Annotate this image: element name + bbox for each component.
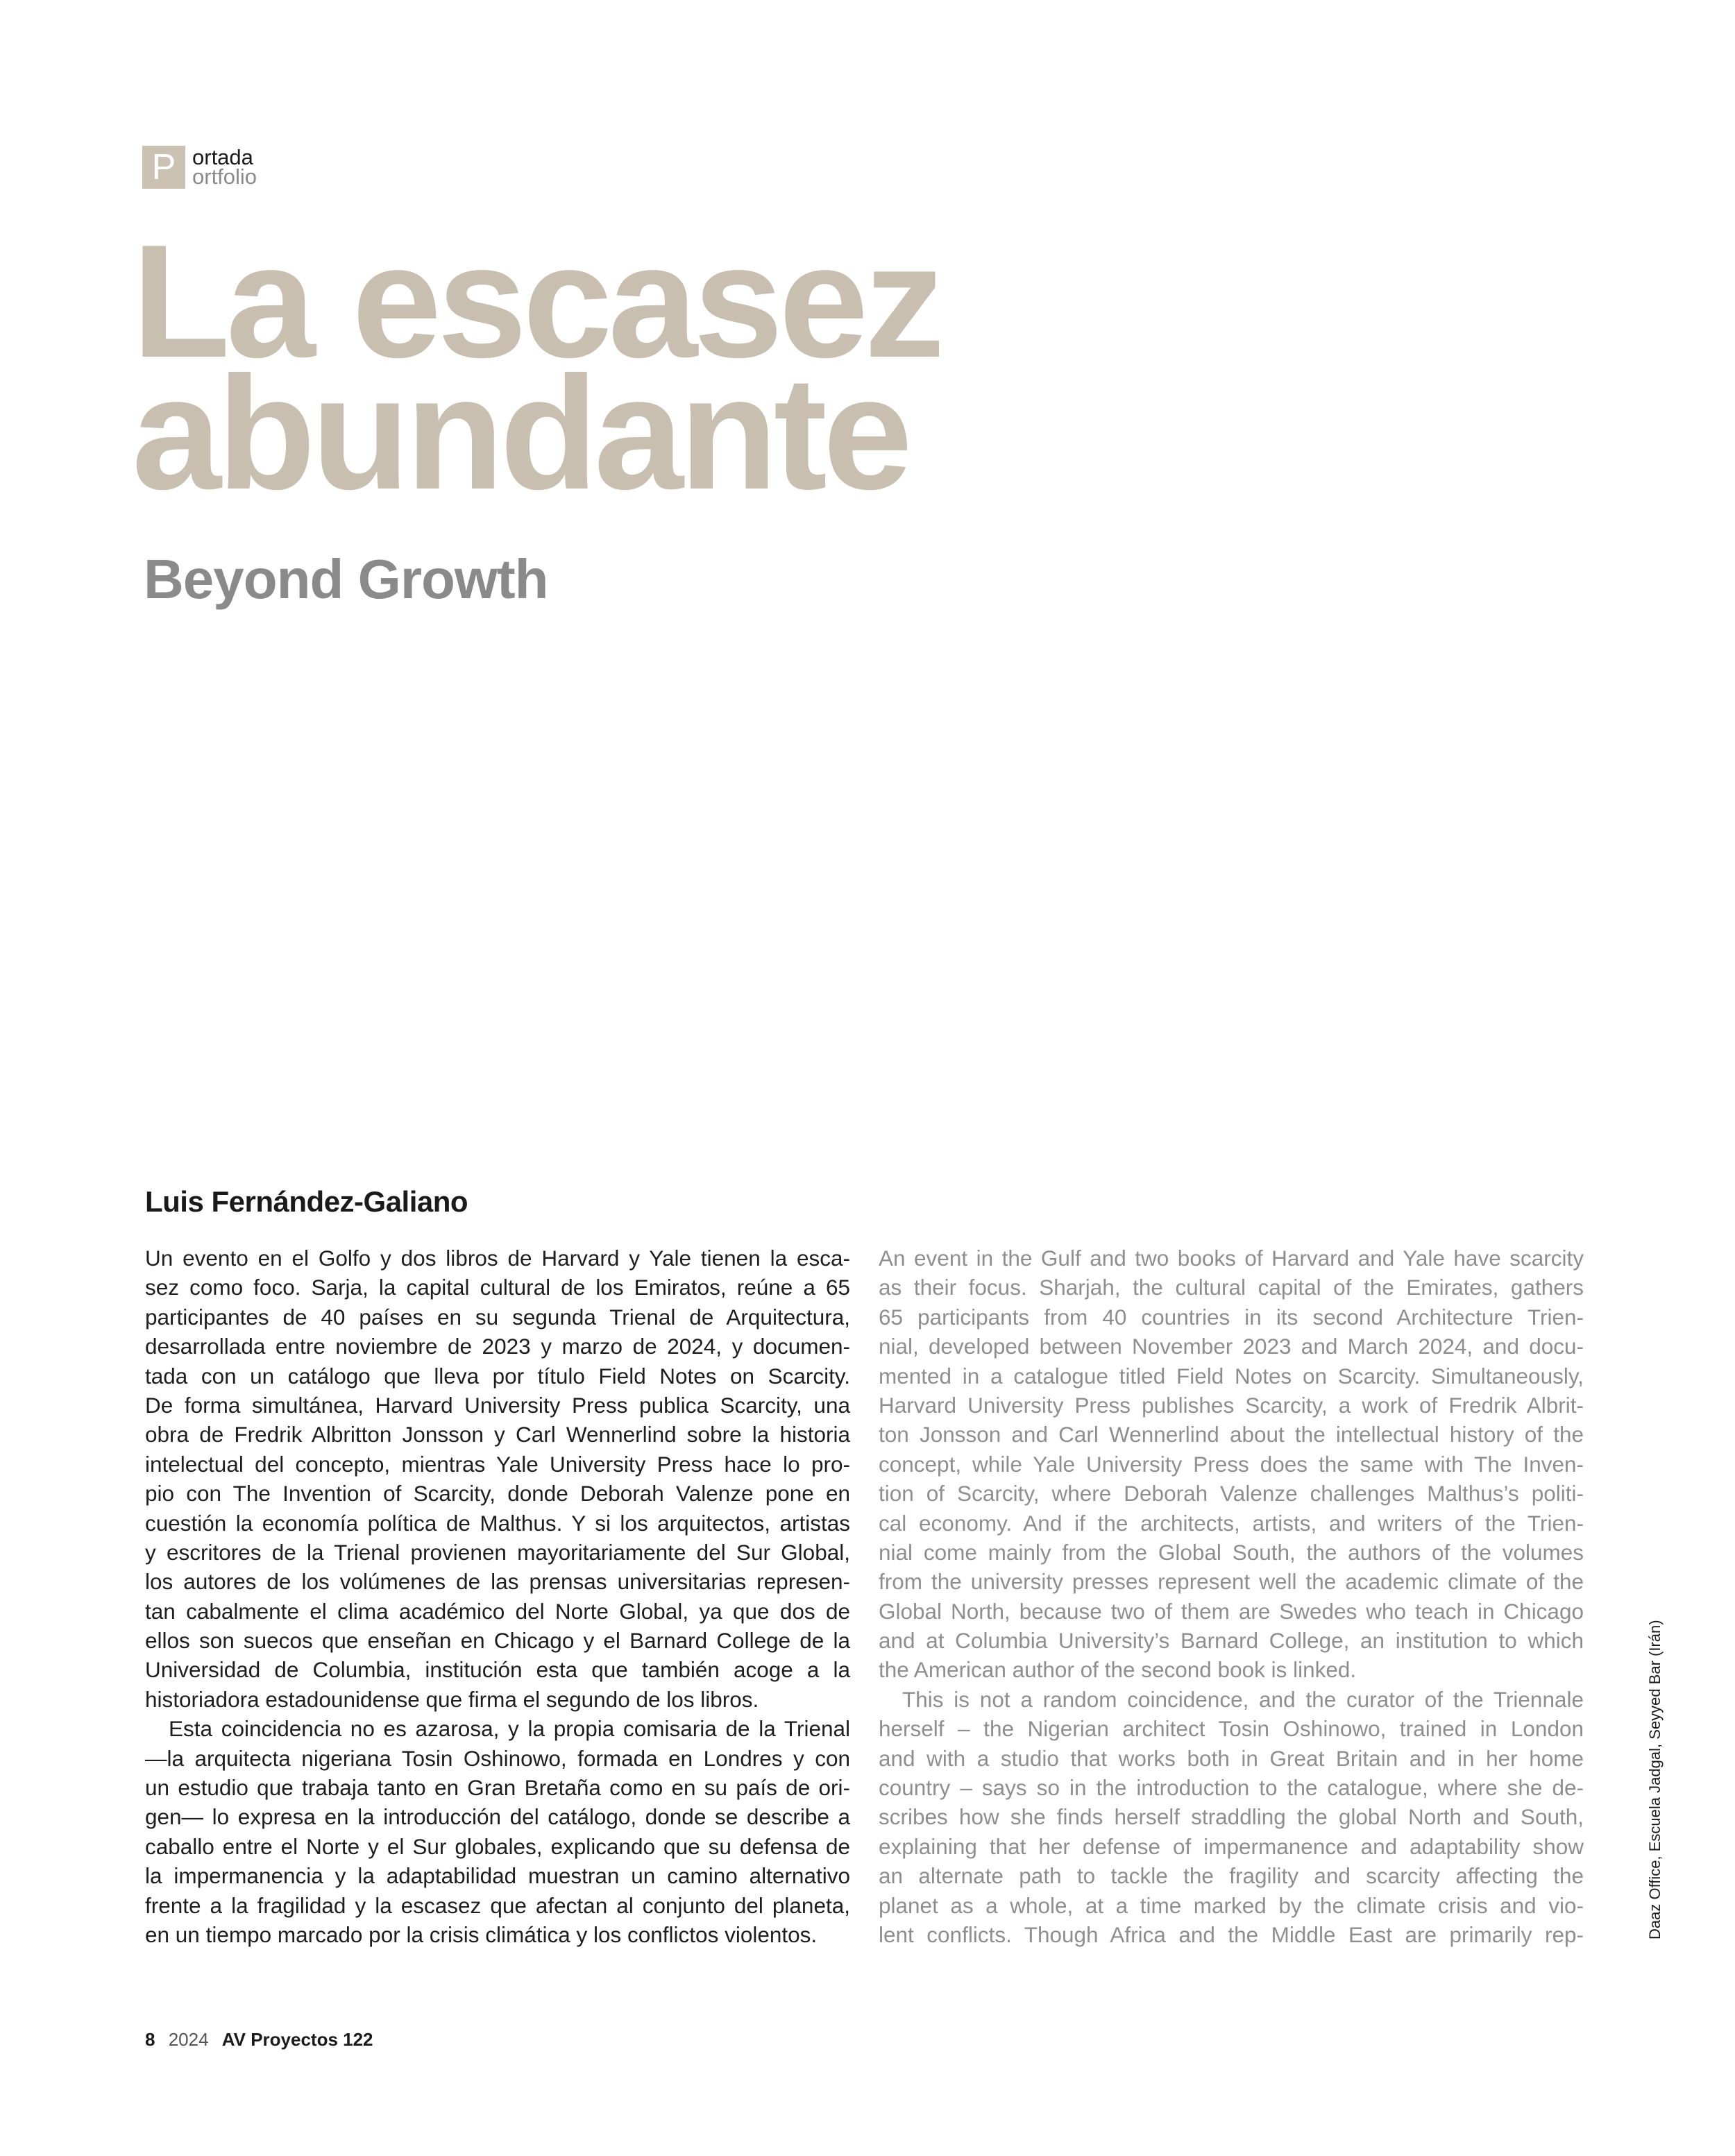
english-column	[879, 1243, 1584, 1949]
spanish-column	[145, 1243, 850, 1949]
text-line: tan cabalmente el clima académico del Norte Global, ya que dos de	[145, 1598, 850, 1624]
text-line: cuestión la economía política de Malthus. Y si los arquitectos, artistas	[145, 1510, 850, 1536]
text-line: nial, developed between November 2023 and March 2024, and docu-	[879, 1334, 1584, 1359]
text-line: frente a la fragilidad y la escasez que afectan al conjunto del planeta,	[145, 1892, 850, 1918]
text-line: nial come mainly from the Global South, the authors of the volumes	[879, 1539, 1584, 1565]
text-line: gen— lo expresa en la introducción del catálogo, donde se describe a	[145, 1804, 850, 1830]
text-line: Global North, because two of them are Swedes who teach in Chicago	[879, 1598, 1584, 1624]
text-line: planet as a whole, at a time marked by the climate crisis and vio-	[879, 1892, 1584, 1918]
text-line: Un evento en el Golfo y dos libros de Harvard y Yale tienen la esca-	[145, 1246, 850, 1271]
text-line: and at Columbia University’s Barnard College, an institution to which	[879, 1628, 1584, 1654]
text-line: Universidad de Columbia, institución esta que también acoge a la	[145, 1657, 850, 1683]
text-line: participantes de 40 países en su segunda Trienal de Arquitectura,	[145, 1304, 850, 1330]
text-line: explaining that her defense of impermanence and adaptability show	[879, 1833, 1584, 1859]
text-line: la impermanencia y la adaptabilidad muestran un camino alternativo	[145, 1863, 850, 1889]
text-line: This is not a random coincidence, and the curator of the Triennale	[902, 1686, 1584, 1712]
text-line: mented in a catalogue titled Field Notes on Scarcity. Simultaneously,	[879, 1363, 1584, 1389]
page-number: 8	[145, 2029, 155, 2050]
section-label-portada: ortada	[192, 145, 253, 169]
magazine-name: AV Proyectos 122	[221, 2029, 373, 2050]
text-line: as their focus. Sharjah, the cultural capital of the Emirates, gathers	[879, 1275, 1584, 1300]
page-title	[132, 212, 941, 523]
text-line: lent conflicts. Though Africa and the Middle East are primarily rep-	[879, 1921, 1584, 1947]
title-line-2: abundante	[132, 343, 908, 523]
text-line: tada con un catálogo que lleva por título Field Notes on Scarcity.	[145, 1363, 850, 1389]
photo-credit: Daaz Office, Escuela Jadgal, Seyyed Bar (Irán)	[1646, 1620, 1664, 1939]
text-line: en un tiempo marcado por la crisis climática y los conflictos violentos.	[145, 1921, 818, 1947]
text-line: from the university presses represent well the academic climate of the	[879, 1569, 1584, 1595]
text-line: un estudio que trabaja tanto en Gran Bretaña como en su país de ori-	[145, 1775, 850, 1801]
text-line: pio con The Invention of Scarcity, donde Deborah Valenze pone en	[145, 1481, 850, 1506]
text-line: De forma simultánea, Harvard University Press publica Scarcity, una	[145, 1392, 850, 1418]
text-line: an alternate path to tackle the fragility and scarcity affecting the	[879, 1863, 1584, 1889]
text-line: Harvard University Press publishes Scarcity, a work of Fredrik Albrit-	[879, 1392, 1584, 1418]
text-line: and with a studio that works both in Great Britain and in her home	[879, 1745, 1584, 1771]
text-line: obra de Fredrik Albritton Jonsson y Carl Wennerlind sobre la historia	[145, 1422, 850, 1448]
text-line: caballo entre el Norte y el Sur globales, explicando que su defensa de	[145, 1833, 850, 1859]
text-line: ton Jonsson and Carl Wennerlind about the intellectual history of the	[879, 1422, 1584, 1448]
text-line: An event in the Gulf and two books of Harvard and Yale have scarcity	[879, 1246, 1584, 1271]
text-line: tion of Scarcity, where Deborah Valenze challenges Malthus’s politi-	[879, 1481, 1584, 1506]
author-name: Luis Fernández-Galiano	[145, 1185, 468, 1218]
text-line: —la arquitecta nigeriana Tosin Oshinowo, formada en Londres y con	[145, 1745, 850, 1771]
text-line: y escritores de la Trienal provienen mayoritariamente del Sur Global,	[145, 1539, 850, 1565]
text-line: Esta coincidencia no es azarosa, y la propia comisaria de la Trienal	[169, 1716, 850, 1742]
text-line: herself – the Nigerian architect Tosin Oshinowo, trained in London	[879, 1716, 1584, 1742]
text-line: historiadora estadounidense que firma el segundo de los libros.	[145, 1686, 759, 1712]
section-logo	[142, 146, 257, 189]
text-line: intelectual del concepto, mientras Yale University Press hace lo pro-	[145, 1451, 850, 1477]
text-line: scribes how she finds herself straddling the global North and South,	[879, 1804, 1584, 1830]
text-line: los autores de los volúmenes de las prensas universitarias represen-	[145, 1569, 850, 1595]
text-line: sez como foco. Sarja, la capital cultural de los Emiratos, reúne a 65	[145, 1275, 850, 1300]
page-subtitle: Beyond Growth	[144, 548, 548, 610]
text-line: the American author of the second book is linked.	[879, 1657, 1357, 1683]
title-line-1: La escasez	[132, 212, 941, 391]
section-initial: P	[142, 146, 185, 189]
text-line: cal economy. And if the architects, artists, and writers of the Trien-	[879, 1510, 1584, 1536]
text-line: 65 participants from 40 countries in its second Architecture Trien-	[879, 1304, 1584, 1330]
text-line: desarrollada entre noviembre de 2023 y marzo de 2024, y documen-	[145, 1334, 850, 1359]
text-line: concept, while Yale University Press does the same with The Inven-	[879, 1451, 1584, 1477]
footer-year: 2024	[168, 2029, 209, 2050]
section-label-portfolio: ortfolio	[192, 164, 257, 189]
page-footer	[145, 2029, 373, 2051]
text-line: ellos son suecos que enseñan en Chicago y el Barnard College de la	[145, 1628, 850, 1654]
text-line: country – says so in the introduction to the catalogue, where she de-	[879, 1775, 1584, 1801]
